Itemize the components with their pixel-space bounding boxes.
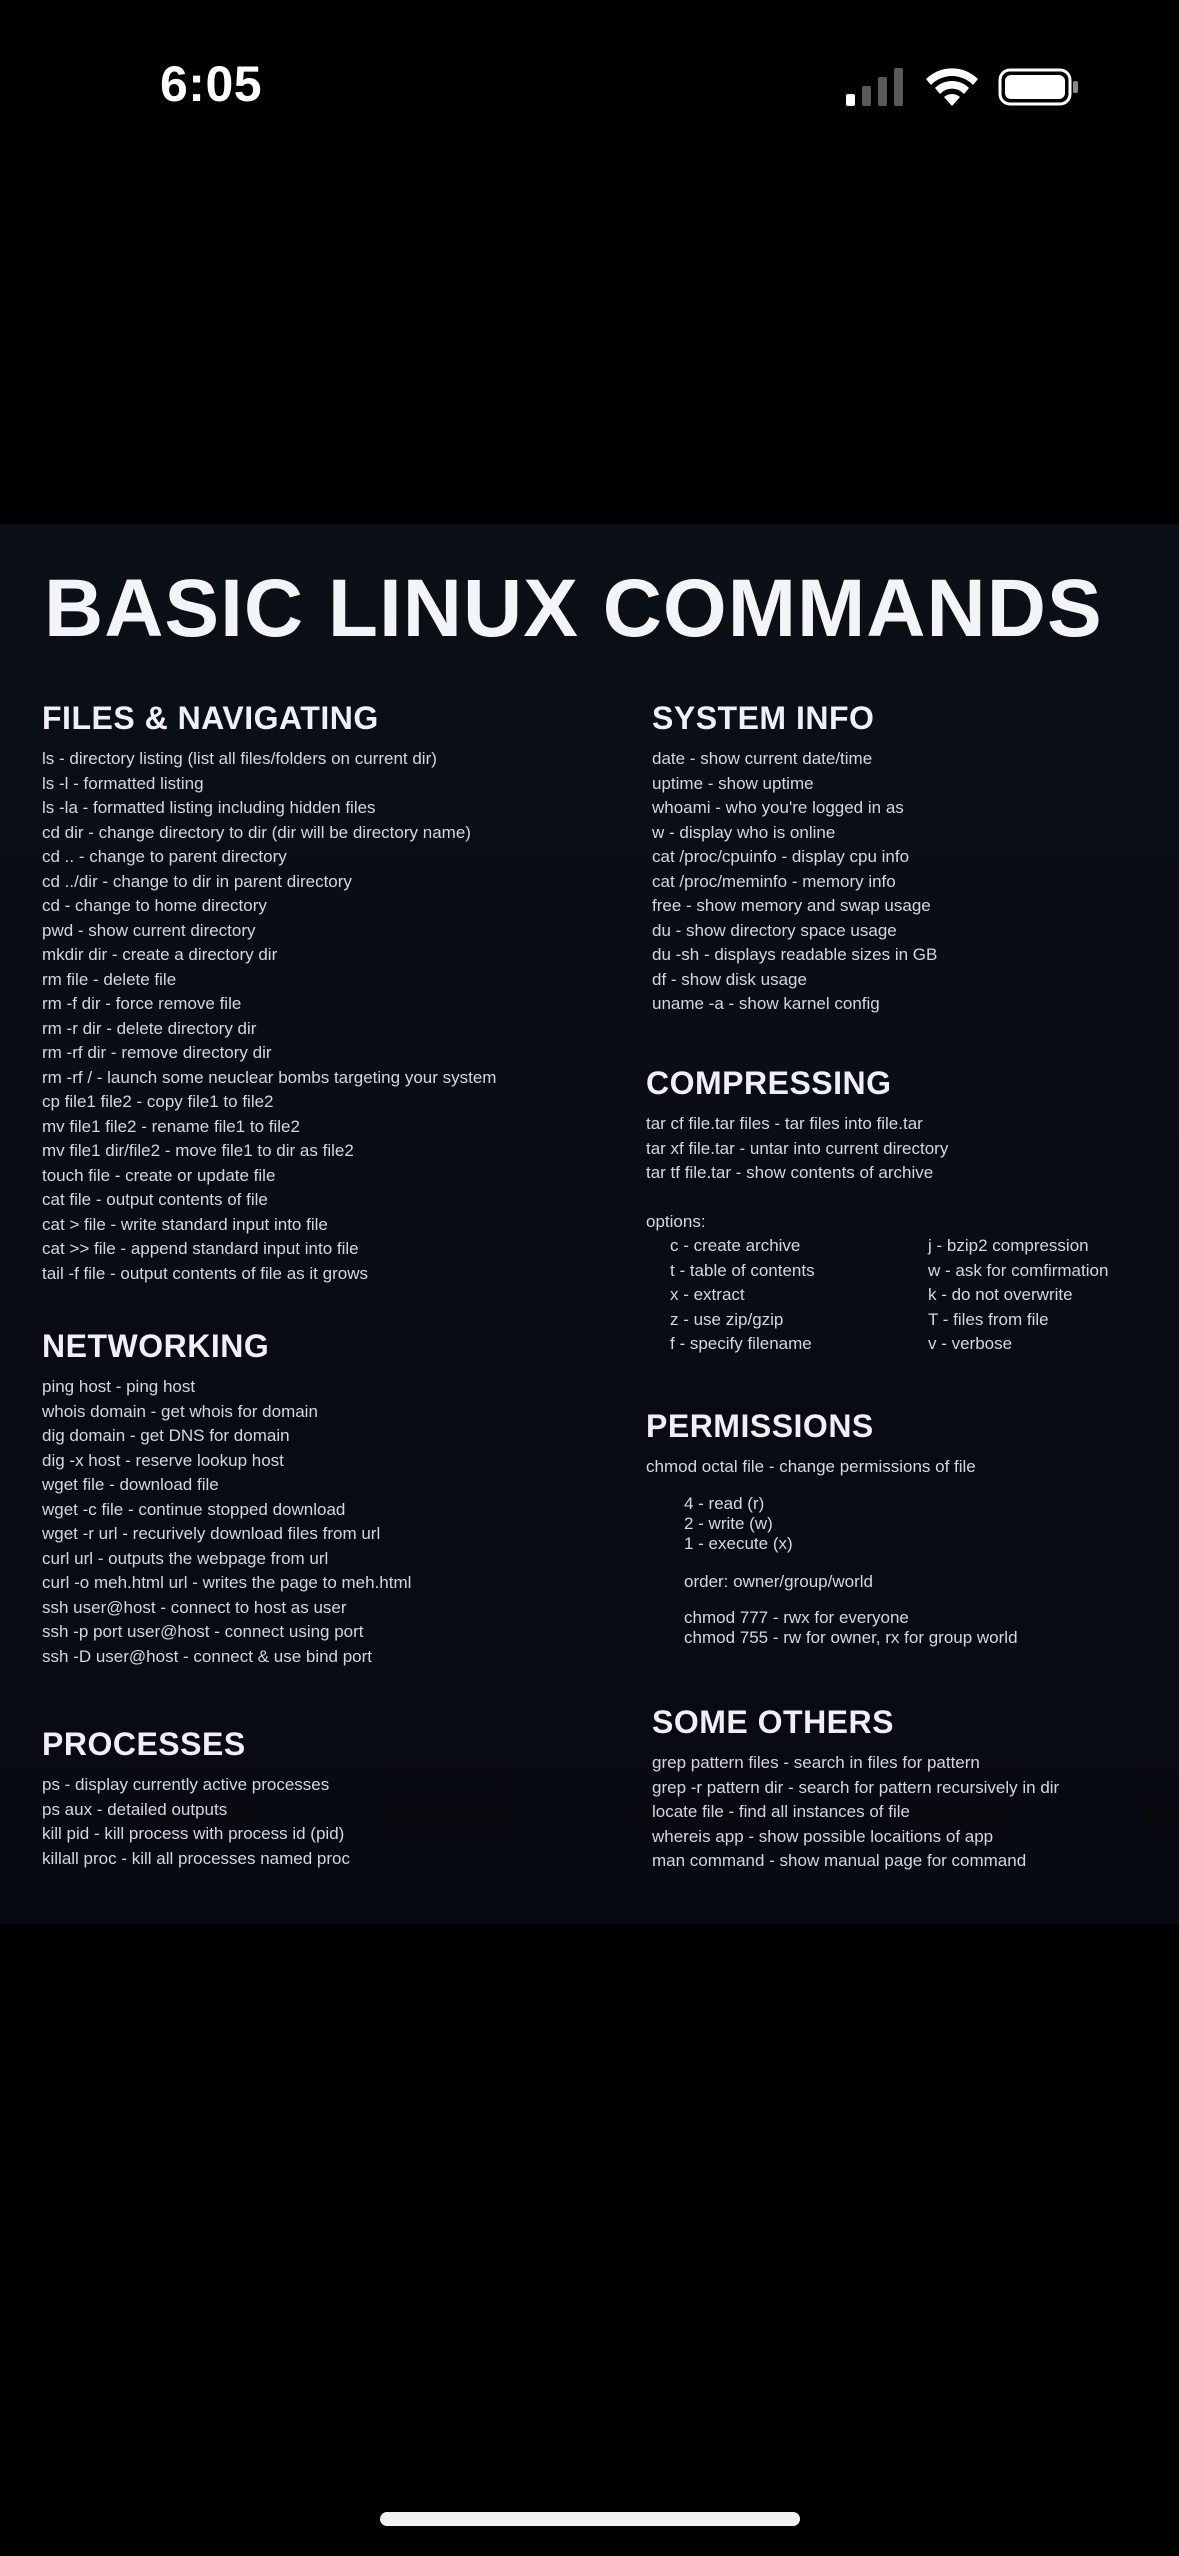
list-item: ls -la - formatted listing including hidden files [42,798,376,817]
files-navigating-section [42,700,496,1286]
list-item: df - show disk usage [652,969,807,989]
list-item: ls -l - formatted listing [42,773,204,793]
list-item: rm file - delete file [42,969,177,989]
list-item: whereis app - show possible locaitions of app [652,1826,994,1846]
list-item: wget -r url - recurively download files from url [42,1524,381,1543]
chmod-examples-list [646,1608,1018,1648]
list-item: 2 - write (w) [684,1513,773,1533]
list-item: rm -rf / - launch some neuclear bombs targeting your system [42,1067,497,1087]
list-item: j - bzip2 compression [928,1236,1089,1255]
list-item: man command - show manual page for command [652,1851,1027,1870]
list-item: cat >> file - append standard input into file [42,1239,359,1258]
permissions-section [646,1408,1018,1648]
list-item: z - use zip/gzip [670,1309,784,1329]
list-item: du - show directory space usage [652,920,897,940]
list-item: curl -o meh.html url - writes the page to meh.html [42,1573,412,1592]
list-item: tar cf file.tar files - tar files into file.tar [646,1114,923,1133]
system-command-list [652,747,937,1017]
battery-icon [998,68,1080,106]
list-item: pwd - show current directory [42,920,256,940]
chmod-line: chmod octal file - change permissions of file [646,1457,976,1476]
list-item: cp file1 file2 - copy file1 to file2 [42,1092,274,1111]
list-item: tar xf file.tar - untar into current directory [646,1138,949,1158]
section-title: FILES & NAVIGATING [42,700,379,736]
section-title: PERMISSIONS [646,1408,874,1444]
networking-section [42,1328,411,1669]
list-item: T - files from file [928,1309,1049,1329]
section-title: SYSTEM INFO [652,700,875,736]
networking-command-list [42,1375,411,1669]
list-item: cd - change to home directory [42,896,267,915]
list-item: dig domain - get DNS for domain [42,1426,290,1445]
list-item: rm -r dir - delete directory dir [42,1018,257,1038]
cellular-signal-icon [846,68,904,106]
list-item: cat /proc/cpuinfo - display cpu info [652,847,910,866]
list-item: uptime - show uptime [652,773,814,793]
home-indicator[interactable] [380,2512,800,2526]
list-item: uname -a - show karnel config [652,994,880,1013]
options-grid [646,1234,1166,1358]
list-item: w - ask for comfirmation [928,1260,1109,1280]
list-item: mkdir dir - create a directory dir [42,945,278,964]
list-item: f - specify filename [670,1334,812,1353]
system-info-section [652,700,937,1017]
status-bar [0,0,1179,175]
options-label: options: [646,1211,706,1231]
list-item: cd .. - change to parent directory [42,847,287,866]
list-item: cd ../dir - change to dir in parent directory [42,871,352,891]
list-item: date - show current date/time [652,749,873,768]
list-item: 4 - read (r) [684,1493,765,1513]
permission-bits-list [646,1494,1018,1554]
others-command-list [652,1751,1059,1874]
list-item: ssh user@host - connect to host as user [42,1597,347,1617]
list-item: 1 - execute (x) [684,1533,793,1553]
list-item: locate file - find all instances of file [652,1802,910,1821]
list-item: x - extract [670,1285,745,1304]
list-item: cd dir - change directory to dir (dir will be directory name) [42,822,471,842]
list-item: whois domain - get whois for domain [42,1401,318,1421]
list-item: touch file - create or update file [42,1165,276,1185]
permission-order: order: owner/group/world [684,1571,873,1591]
list-item: tail -f file - output contents of file as it grows [42,1263,368,1283]
list-item: dig -x host - reserve lookup host [42,1450,284,1470]
compressing-section [646,1065,1166,1358]
list-item: ls - directory listing (list all files/folders on current dir) [42,749,437,768]
list-item: c - create archive [670,1236,801,1255]
compressing-command-list [646,1112,1166,1186]
list-item: tar tf file.tar - show contents of archive [646,1163,934,1182]
list-item: rm -rf dir - remove directory dir [42,1043,272,1062]
list-item: free - show memory and swap usage [652,896,931,915]
list-item: mv file1 dir/file2 - move file1 to dir as file2 [42,1141,354,1160]
list-item: ssh -p port user@host - connect using port [42,1622,364,1641]
list-item: wget -c file - continue stopped download [42,1499,346,1519]
wifi-icon [924,66,980,108]
list-item: whoami - who you're logged in as [652,798,904,817]
list-item: ps - display currently active processes [42,1775,330,1794]
poster-title: BASIC LINUX COMMANDS [44,563,1103,654]
section-title: PROCESSES [42,1726,246,1762]
list-item: t - table of contents [670,1260,815,1280]
list-item: k - do not overwrite [928,1285,1073,1304]
list-item: du -sh - displays readable sizes in GB [652,945,938,964]
list-item: grep pattern files - search in files for pattern [652,1753,980,1772]
list-item: chmod 777 - rwx for everyone [684,1608,909,1627]
list-item: w - display who is online [652,822,836,842]
list-item: ps aux - detailed outputs [42,1799,228,1819]
list-item: curl url - outputs the webpage from url [42,1548,329,1568]
list-item: killall proc - kill all processes named proc [42,1848,351,1868]
list-item: ping host - ping host [42,1377,196,1396]
list-item: rm -f dir - force remove file [42,994,242,1013]
list-item: grep -r pattern dir - search for pattern recursively in dir [652,1777,1060,1797]
status-time: 6:05 [160,56,263,112]
list-item: v - verbose [928,1334,1013,1353]
list-item: ssh -D user@host - connect & use bind port [42,1646,373,1666]
list-item: kill pid - kill process with process id (pid) [42,1824,345,1843]
options-right-list [928,1234,1108,1357]
processes-command-list [42,1773,350,1871]
some-others-section [652,1704,1059,1874]
files-command-list [42,747,496,1286]
list-item: mv file1 file2 - rename file1 to file2 [42,1116,300,1136]
list-item: cat file - output contents of file [42,1190,268,1209]
section-title: SOME OTHERS [652,1704,894,1740]
list-item: cat /proc/meminfo - memory info [652,871,896,891]
list-item: chmod 755 - rw for owner, rx for group world [684,1628,1018,1647]
linux-commands-poster [0,524,1179,1924]
section-title: NETWORKING [42,1328,270,1364]
options-left-list [670,1234,815,1357]
section-title: COMPRESSING [646,1065,892,1101]
list-item: wget file - download file [42,1475,219,1494]
list-item: cat > file - write standard input into file [42,1214,328,1234]
processes-section [42,1726,350,1871]
